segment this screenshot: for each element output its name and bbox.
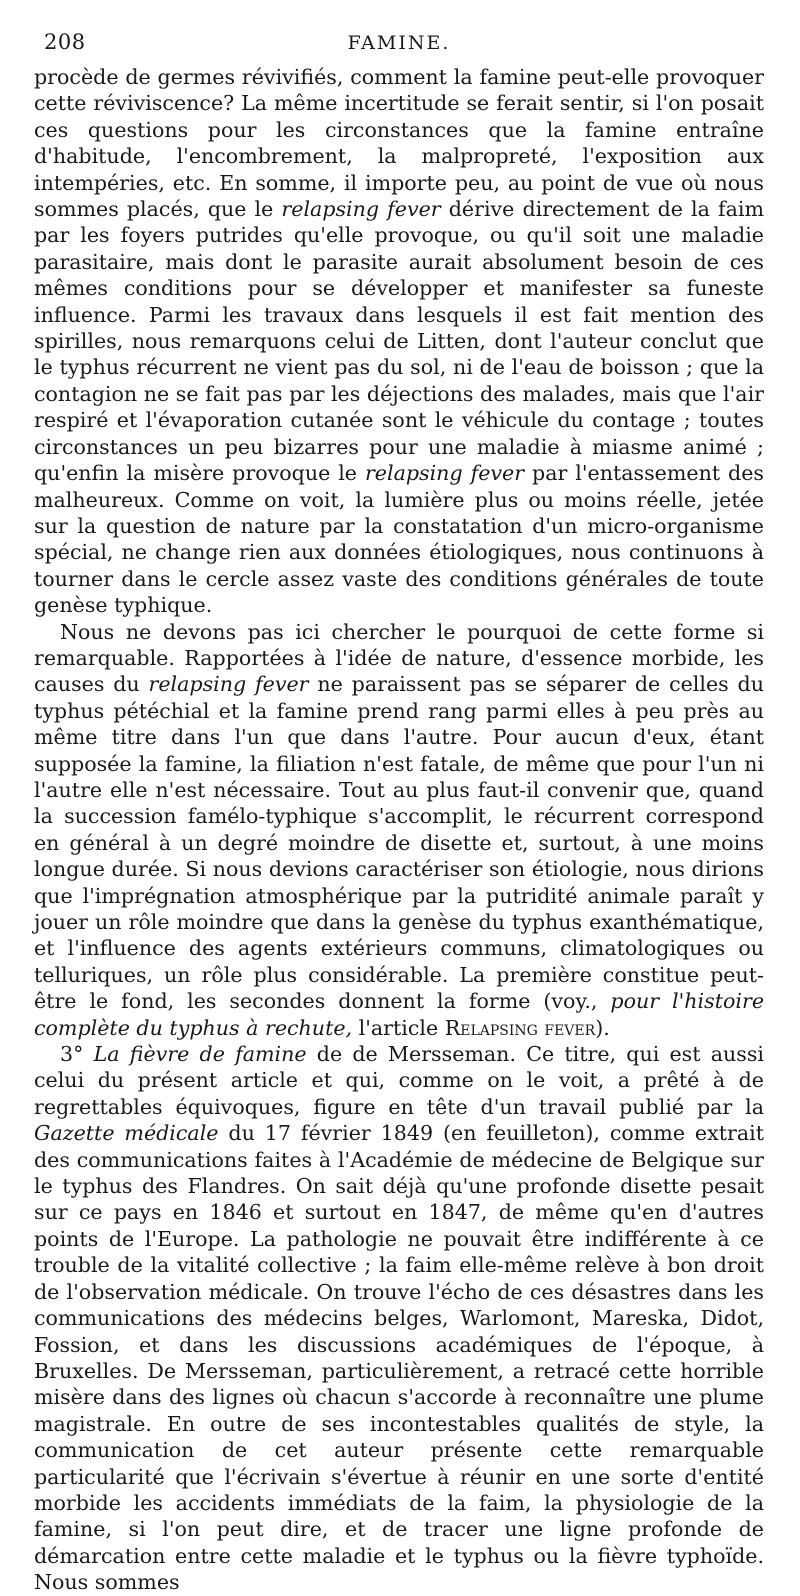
running-title: FAMINE. xyxy=(347,32,451,54)
running-head xyxy=(34,24,764,64)
text-run: ne paraissent pas se séparer de celles du typhus pétéchial et la famine prend rang parmi elles à peu près au même titre dans l'un que dans l'autre. Pour aucun d'eux, étant supposée la famine, la filiation n'est fatale, de même que pour l'un ni l'autre elle n'est nécessaire. Tout au plus faut-il convenir que, quand la succession famélo-typhique s'accomplit, le récurrent correspond en général à un degré moindre de disette et, surtout, à une moins longue durée. Si nous devions caractériser son étiologie, nous dirions que l'imprégnation atmosphérique par la putridité animale paraît y jouer un rôle moindre que dans la genèse du typhus exanthématique, et l'influence des agents extérieurs communs, climatologiques ou telluriques, un rôle plus considérable. La première constitue peut-être le fond, les secondes donnent la forme (voy., xyxy=(34,672,765,1014)
text-run: ). xyxy=(595,1015,610,1040)
text-run: l'article xyxy=(352,1015,445,1040)
small-caps-text: Relapsing fever xyxy=(444,1015,596,1040)
text-run: Nous ne devons pas ici chercher le pourquoi de cette forme si remarquable. Rapportées à l'idée de nature, d'essence morbide, les causes du xyxy=(34,619,764,697)
italic-text: relapsing fever xyxy=(281,197,441,222)
text-run: 3° xyxy=(60,1042,94,1067)
body-text xyxy=(34,64,764,1596)
italic-text: relapsing fever xyxy=(364,461,525,486)
document-page xyxy=(34,24,764,1596)
paragraph xyxy=(34,64,764,619)
italic-text: pour l'histoire complète du typhus à rechute, xyxy=(34,989,765,1040)
text-run: dérive directement de la faim par les foyers putrides qu'elle provoque, ou qu'il soit une maladie parasitaire, mais dont le parasite aurait absolument besoin de ces mêmes conditions pour se développer et manifester sa funeste influence. Parmi les travaux dans lesquels il est fait mention des spirilles, nous remarquons celui de Litten, dont l'auteur conclut que le typhus récurrent ne vient pas du sol, ni de l'eau de boisson ; que la contagion ne se fait pas par les déjections des malades, mais que l'air respiré et l'évaporation cutanée sont le véhicule du contage ; toutes circonstances un peu bizarres pour une maladie à miasme animé ; qu'enfin la misère provoque le xyxy=(34,197,764,486)
italic-text: Gazette médicale xyxy=(34,1121,219,1146)
paragraph xyxy=(34,619,764,1042)
text-run: procède de germes révivifiés, comment la famine peut-elle provoquer cette réviviscence? La même incertitude se ferait sentir, si l'on posait ces questions pour les circonstances que la famine entraîne d'habitude, l'encombrement, la malpropreté, l'exposition aux intempéries, etc. En somme, il importe peu, au point de vue où nous sommes placés, que le xyxy=(34,65,764,222)
page-number: 208 xyxy=(44,30,86,54)
paragraph xyxy=(34,1041,764,1596)
text-run: du 17 février 1849 (en feuilleton), comme extrait des communications faites à l'Académie de médecine de Belgique sur le typhus des Flandres. On sait déjà qu'une profonde disette pesait sur ce pays en 1846 et surtout en 1847, de même qu'en d'autres points de l'Europe. La pathologie ne pouvait être indifférente à ce trouble de la vitalité collective ; la faim elle-même relève à bon droit de l'observation médicale. On trouve l'écho de ces désastres dans les communications des médecins belges, Warlomont, Mareska, Didot, Fossion, et dans les discussions académiques de l'époque, à Bruxelles. De Mersseman, particulièrement, a retracé cette horrible misère dans des lignes où chacun s'accorde à reconnaître une plume magistrale. En outre de ses incontestables qualités de style, la communication de cet auteur présente cette remarquable particularité que l'écrivain s'évertue à réunir en une sorte d'entité morbide les accidents immédiats de la faim, la physiologie de la famine, si l'on peut dire, et de tracer une ligne profonde de démarcation entre cette maladie et le typhus ou la fièvre typhoïde. Nous sommes xyxy=(34,1121,764,1595)
text-run: de de Mersseman. Ce titre, qui est aussi celui du présent article et qui, comme on le voit, a prêté à de regrettables équivoques, figure en tête d'un travail publié par la xyxy=(34,1042,764,1119)
text-run: par l'entassement des malheureux. Comme on voit, la lumière plus ou moins réelle, jetée sur la question de nature par la constatation d'un micro-organisme spécial, ne change rien aux données étiologiques, nous continuons à tourner dans le cercle assez vaste des conditions générales de toute genèse typhique. xyxy=(34,461,764,618)
italic-text: relapsing fever xyxy=(148,672,309,697)
italic-text: La fièvre de famine xyxy=(93,1042,307,1067)
